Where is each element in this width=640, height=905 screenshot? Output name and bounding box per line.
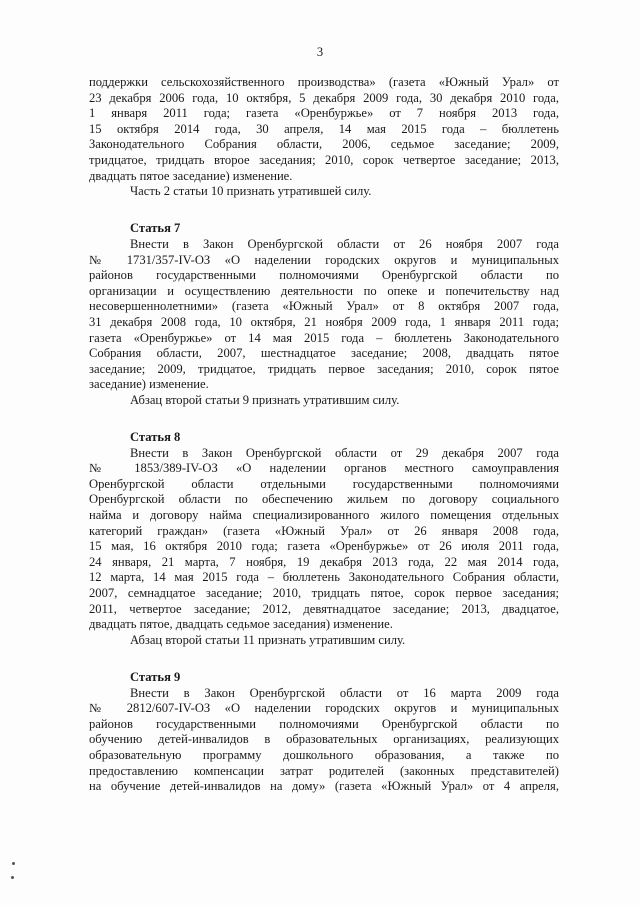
text-line: образовательную программу дошкольного образования, а также по: [89, 747, 559, 762]
text-line: районов государственными полномочиями Оренбургской области по: [89, 716, 559, 731]
text-line: обучению детей-инвалидов в образовательных организациях, реализующих: [89, 732, 559, 747]
text-line: несовершеннолетними» (газета «Южный Урал» от 8 октября 2007 года,: [89, 299, 559, 314]
text-line: заседание) изменение.: [89, 377, 209, 392]
text-line: 15 мая, 16 октября 2010 года; газета «Оренбуржье» от 26 июля 2011 года,: [89, 539, 559, 554]
article-heading: Статья 9: [130, 669, 181, 684]
text-line: тридцатое, тридцать второе заседания; 2010, сорок четвертое заседание; 2013,: [89, 152, 559, 167]
article-note: Абзац второй статьи 11 признать утратившим силу.: [130, 632, 406, 647]
text-line: организации и осуществлению деятельности по опеке и попечительству над: [89, 283, 559, 298]
text-line: найма и договору найма специализированного жилого помещения отдельных: [89, 508, 559, 523]
text-line: газета «Оренбуржье» от 14 мая 2015 года – бюллетень Законодательного: [89, 330, 559, 345]
article-heading: Статья 8: [130, 430, 181, 445]
text-line: 24 января, 21 марта, 7 ноября, 19 декабря 2013 года, 22 мая 2014 года,: [89, 554, 559, 569]
text-line: на обучение детей-инвалидов на дому» (газета «Южный Урал» от 4 апреля,: [89, 779, 559, 794]
text-line: 1 января 2011 года; газета «Оренбуржье» от 7 ноября 2013 года,: [89, 106, 559, 121]
text-line: категорий граждан» (газета «Южный Урал» от 26 января 2008 года,: [89, 523, 559, 538]
text-line: районов государственными полномочиями Оренбургской области по: [89, 268, 559, 283]
text-line: 15 октября 2014 года, 30 апреля, 14 мая 2015 года – бюллетень: [89, 121, 559, 136]
text-line: двадцать пятое, двадцать седьмое заседания) изменение.: [89, 617, 393, 632]
text-line: Внести в Закон Оренбургской области от 26 ноября 2007 года: [130, 236, 559, 251]
document-body: [89, 75, 559, 795]
article-note: Абзац второй статьи 9 признать утратившим силу.: [130, 392, 400, 407]
scan-speck: [12, 862, 15, 865]
intro-note: Часть 2 статьи 10 признать утратившей силу.: [130, 184, 372, 199]
article-8: [89, 430, 559, 648]
text-line: Внести в Закон Оренбургской области от 16 марта 2009 года: [130, 685, 559, 700]
page-number: 3: [316, 45, 324, 59]
text-line: 31 декабря 2008 года, 10 октября, 21 ноября 2009 года, 1 января 2011 года;: [89, 314, 559, 329]
text-line: 2007, семнадцатое заседание; 2010, тридцать пятое, сорок первое заседания;: [89, 586, 559, 600]
text-line: Внести в Закон Оренбургской области от 29 декабря 2007 года: [130, 445, 559, 460]
text-line: Оренбургской области по обеспечению жильем по договору социального: [89, 492, 559, 507]
text-line: поддержки сельскохозяйственного производства» (газета «Южный Урал» от: [89, 75, 559, 89]
text-line: предоставлению компенсации затрат родителей (законных представителей): [89, 763, 559, 778]
article-9: [89, 670, 559, 795]
text-line: 12 марта, 14 мая 2015 года – бюллетень Законодательного Собрания области,: [89, 570, 559, 585]
text-line: Законодательного Собрания области, 2006, седьмое заседание; 2009,: [89, 137, 559, 152]
intro-paragraph: [89, 75, 559, 184]
article-7: [89, 221, 559, 408]
text-line: двадцать пятое заседание) изменение.: [89, 168, 293, 183]
article-heading: Статья 7: [130, 221, 181, 236]
text-line: № 1731/357-IV-ОЗ «О наделении городских округов и муниципальных: [89, 252, 559, 267]
text-line: Собрания области, 2007, шестнадцатое заседание; 2008, двадцать пятое: [89, 346, 559, 361]
scan-speck: [11, 876, 14, 879]
text-line: № 2812/607-IV-ОЗ «О наделении городских округов и муниципальных: [89, 701, 559, 716]
text-line: № 1853/389-IV-ОЗ «О наделении органов местного самоуправления: [89, 461, 559, 476]
text-line: заседание; 2009, тридцатое, тридцать первое заседания; 2010, сорок пятое: [89, 361, 559, 376]
text-line: 2011, четвертое заседание; 2012, девятнадцатое заседание; 2013, двадцатое,: [89, 601, 559, 616]
text-line: Оренбургской области отдельными государственными полномочиями: [89, 476, 559, 491]
text-line: 23 декабря 2006 года, 10 октября, 5 декабря 2009 года, 30 декабря 2010 года,: [89, 90, 559, 105]
